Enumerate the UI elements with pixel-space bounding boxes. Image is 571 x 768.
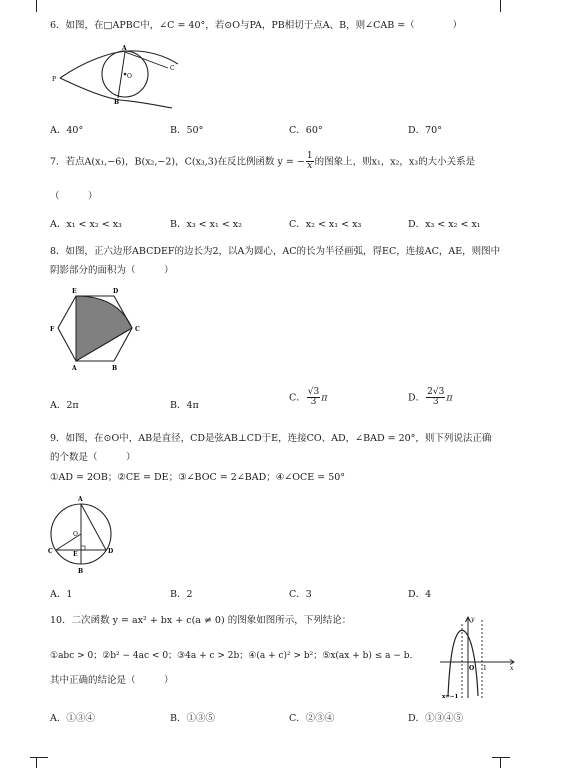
q9-option-b: B．2 — [170, 589, 193, 600]
q9-option-a: A．1 — [50, 589, 73, 600]
q6-option-b: B．50° — [170, 125, 204, 136]
crop-mark-top-left — [36, 0, 37, 12]
q7-frac-den: x — [307, 161, 313, 172]
q8-option-d-den: 3 — [432, 397, 439, 408]
q8-option-b: B．4π — [170, 400, 199, 411]
q6-label-A: A — [122, 45, 127, 52]
q7-option-b: B．x₃ < x₁ < x₂ — [170, 219, 242, 230]
q9-label-O: O — [73, 531, 78, 538]
q10-option-d: D．①③④⑤ — [408, 713, 464, 724]
q8-label-E: E — [72, 288, 77, 295]
q10-option-a: A．①③④ — [50, 713, 95, 724]
q10-stem: 10．二次函数 y = ax² + bx + c(a ≠ 0) 的图象如图所示，下列结论： — [50, 615, 352, 626]
crop-mark-top-right — [500, 0, 501, 12]
q6-label-O: O — [127, 73, 132, 80]
q9-option-d: D．4 — [408, 589, 432, 600]
crop-mark-bottom-right-v — [500, 758, 501, 768]
q9-label-A: A — [78, 496, 83, 503]
q7-stem-part2: 的图象上，则x₁，x₂，x₃的大小关系是 — [314, 156, 476, 168]
q8-option-d-num: 2√3 — [427, 387, 445, 397]
q8-stem-line2: 阴影部分的面积为（ ） — [50, 265, 174, 276]
q6-figure — [50, 46, 180, 108]
q8-label-B: B — [112, 365, 118, 372]
q7-stem — [50, 152, 475, 172]
q9-stem-line1: 9．如图，在⊙O中，AB是直径，CD是弦AB⊥CD于E，连接CO、AD，∠BAD = 20°，则下列说法正确 — [50, 433, 492, 444]
q10-label-axis: x=−1 — [442, 694, 459, 700]
q7-stem-part1: 7．若点A(x₁,−6)，B(x₂,−2)，C(x₃,3)在反比例函数 y = − — [50, 156, 305, 168]
q9-label-C: C — [48, 548, 53, 555]
q7-option-a: A．x₁ < x₂ < x₃ — [50, 219, 122, 230]
crop-mark-bottom-left-h — [30, 757, 48, 758]
q7-stem-line2: （ ） — [50, 191, 98, 202]
q8-option-c-num: √3 — [307, 387, 320, 397]
q8-option-c-den: 3 — [310, 397, 317, 408]
q9-option-c: C．3 — [289, 589, 312, 600]
q6-label-C: C — [170, 65, 175, 72]
q6-label-B: B — [114, 99, 120, 106]
q8-option-c-frac — [307, 388, 320, 408]
q6-stem: 6．如图，在□APBC中，∠C = 40°，若⊙O与PA，PB相切于点A、B，则∠CAB =（ ） — [50, 20, 463, 31]
q8-option-c-pi: π — [321, 392, 328, 404]
q10-label-y: y — [471, 616, 475, 623]
q10-label-O: O — [469, 665, 475, 672]
q6-label-P: P — [52, 76, 57, 83]
q9-label-E: E — [73, 551, 78, 558]
q7-frac-num: 1 — [306, 151, 313, 161]
q10-option-b: B．①③⑤ — [170, 713, 215, 724]
q6-option-a: A．40° — [50, 125, 84, 136]
crop-mark-bottom-right-h — [492, 757, 510, 758]
q10-stem-line3: 其中正确的结论是（ ） — [50, 675, 174, 686]
q8-label-C: C — [135, 326, 140, 333]
q8-label-A: A — [72, 365, 77, 372]
q10-label-1: 1 — [483, 665, 487, 672]
q9-stem-line2: 的个数是（ ） — [50, 452, 136, 463]
q8-option-d-prefix: D． — [408, 392, 426, 404]
q8-option-d — [408, 388, 453, 408]
q8-label-F: F — [50, 326, 55, 333]
q6-option-c: C．60° — [289, 125, 323, 136]
q9-label-D: D — [108, 548, 114, 555]
q10-label-x: x — [510, 665, 514, 672]
q10-statements: ①abc > 0；②b² − 4ac < 0；③4a + c > 2b；④(a + c)² > b²；⑤x(ax + b) ≤ a − b． — [50, 651, 419, 661]
q6-option-d: D．70° — [408, 125, 442, 136]
q8-option-a: A．2π — [50, 400, 79, 411]
q8-option-d-frac — [426, 388, 445, 408]
q9-statements: ①AD = 2OB；②CE = DE；③∠BOC = 2∠BAD；④∠OCE = 50° — [50, 472, 346, 483]
q7-fraction — [306, 152, 314, 172]
q8-option-d-pi: π — [446, 392, 453, 404]
crop-mark-bottom-left-v — [36, 758, 37, 768]
q9-label-B: B — [78, 568, 84, 575]
q10-figure — [438, 614, 520, 700]
q8-figure — [48, 284, 158, 374]
q8-option-c-prefix: C． — [289, 392, 306, 404]
q8-stem-line1: 8．如图，正六边形ABCDEF的边长为2，以A为圆心，AC的长为半径画弧，得EC，连接AC，AE，则图中 — [50, 246, 501, 257]
q10-option-c: C．②③④ — [289, 713, 335, 724]
q7-option-d: D．x₃ < x₂ < x₁ — [408, 219, 481, 230]
q9-figure — [48, 494, 118, 580]
q7-option-c: C．x₂ < x₁ < x₃ — [289, 219, 362, 230]
q8-label-D: D — [113, 288, 119, 295]
q8-option-c — [289, 388, 328, 408]
